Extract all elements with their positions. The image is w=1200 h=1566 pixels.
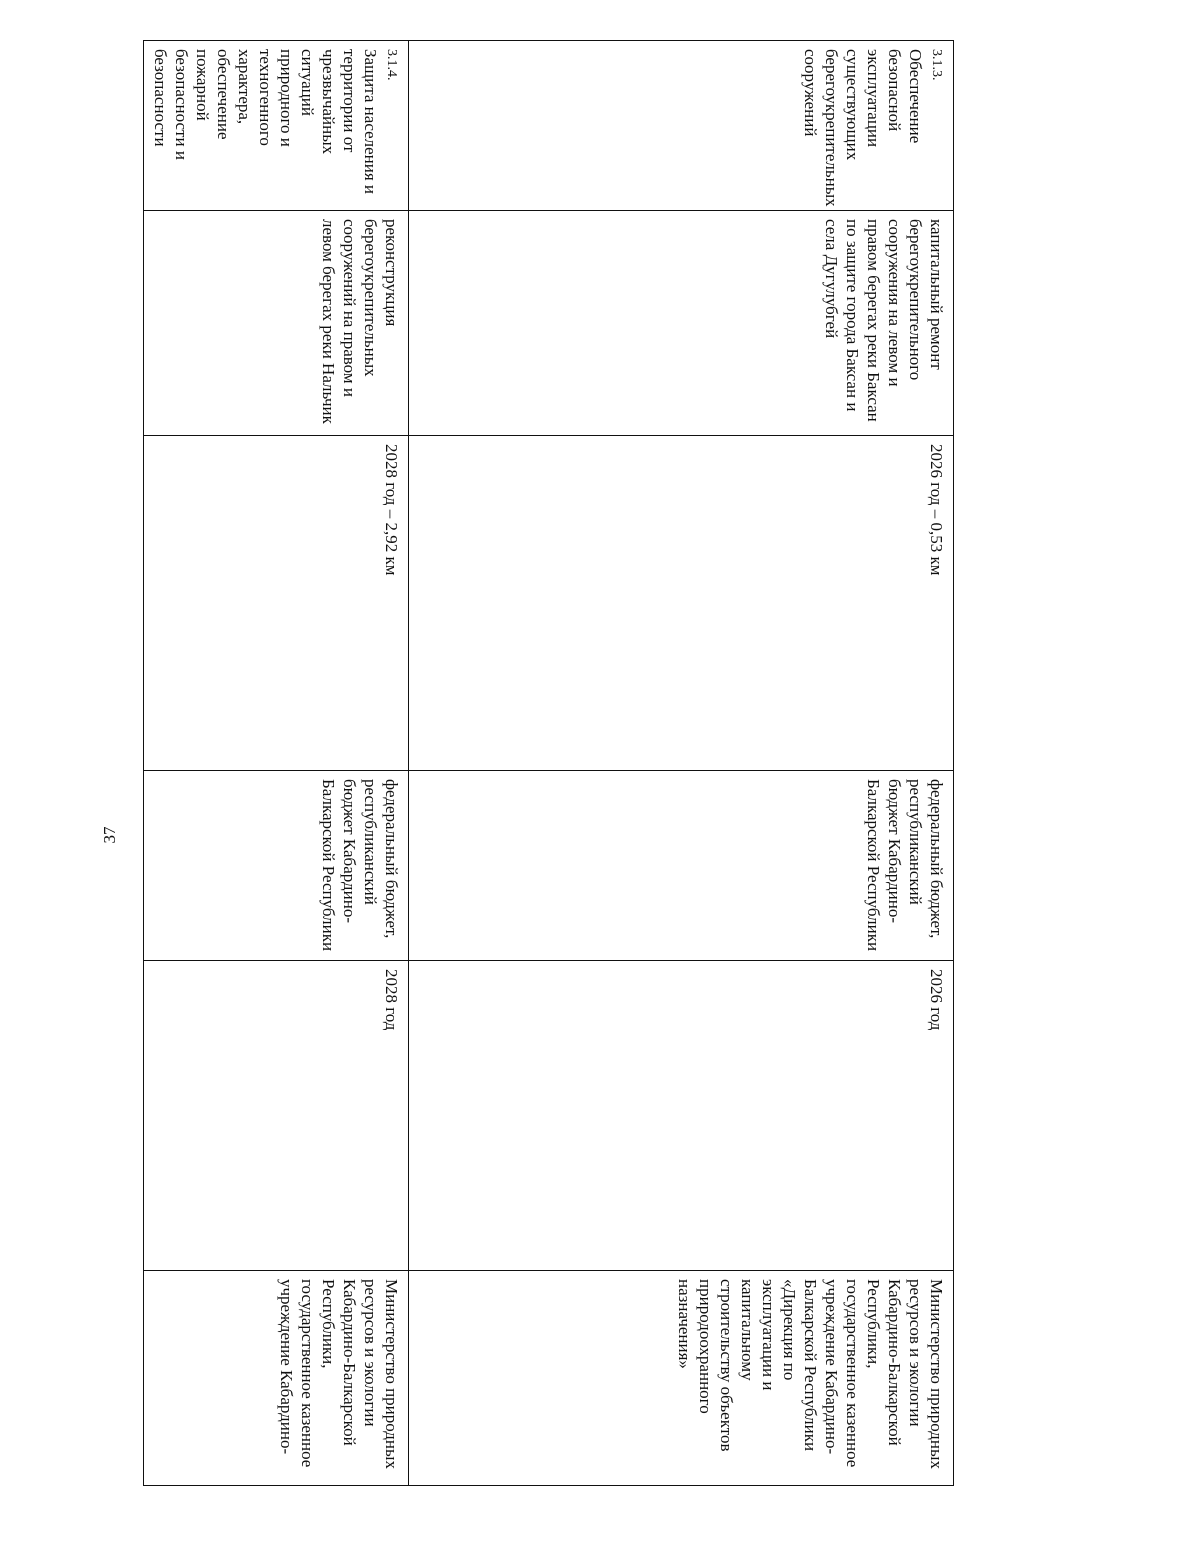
task-cell — [144, 41, 409, 211]
executor-text: Министерство природных ресурсов и экологии Кабардино-Балкарской Республики, государственное казенное учреждение Кабардино-Балкарской Республики «Дирекция по эксплуатации и капитальному строительству объектов природоохранного назначения» — [675, 1279, 946, 1469]
volume-text: 2026 год – 0,53 км — [927, 444, 946, 576]
measure-text: реконструкция берегоукрепительных сооружений на правом и левом берегах реки Нальчик — [319, 219, 401, 424]
task-cell — [409, 41, 954, 211]
task-text: Защита населения и территории от чрезвычайных ситуаций природного и техногенного характера, обеспечение пожарной безопасности и безопасности — [151, 49, 380, 195]
deadline-text: 2028 год — [382, 969, 401, 1031]
row-number: 3.1.3. — [929, 49, 944, 81]
rotated-table-block — [151, 40, 954, 1485]
deadline-text: 2026 год — [927, 969, 946, 1031]
measures-table — [143, 40, 954, 1486]
executor-text: Министерство природных ресурсов и экологии Кабардино-Балкарской Республики, государственное казенное учреждение Кабардино- — [277, 1279, 401, 1469]
table-row — [144, 41, 409, 1486]
volume-cell — [409, 436, 954, 771]
page-number: 37 — [100, 826, 119, 844]
measure-cell — [144, 211, 409, 436]
funding-cell — [409, 771, 954, 961]
volume-text: 2028 год – 2,92 км — [382, 444, 401, 576]
measure-cell — [409, 211, 954, 436]
funding-text: федеральный бюджет, республиканский бюджет Кабардино-Балкарской Республики — [864, 779, 946, 952]
deadline-cell — [144, 961, 409, 1271]
table-row — [409, 41, 954, 1486]
measure-text: капитальный ремонт берегоукрепительного сооружения на левом и правом берегах реки Баксан по защите города Баксан и села Дугулубгей — [822, 219, 946, 422]
executor-cell — [144, 1271, 409, 1486]
deadline-cell — [409, 961, 954, 1271]
funding-text: федеральный бюджет, республиканский бюджет Кабардино-Балкарской Республики — [319, 779, 401, 952]
executor-cell — [409, 1271, 954, 1486]
task-text: Обеспечение безопасной эксплуатации существующих берегоукрепительных сооружений — [801, 49, 925, 207]
volume-cell — [144, 436, 409, 771]
funding-cell — [144, 771, 409, 961]
row-number: 3.1.4. — [384, 49, 399, 81]
